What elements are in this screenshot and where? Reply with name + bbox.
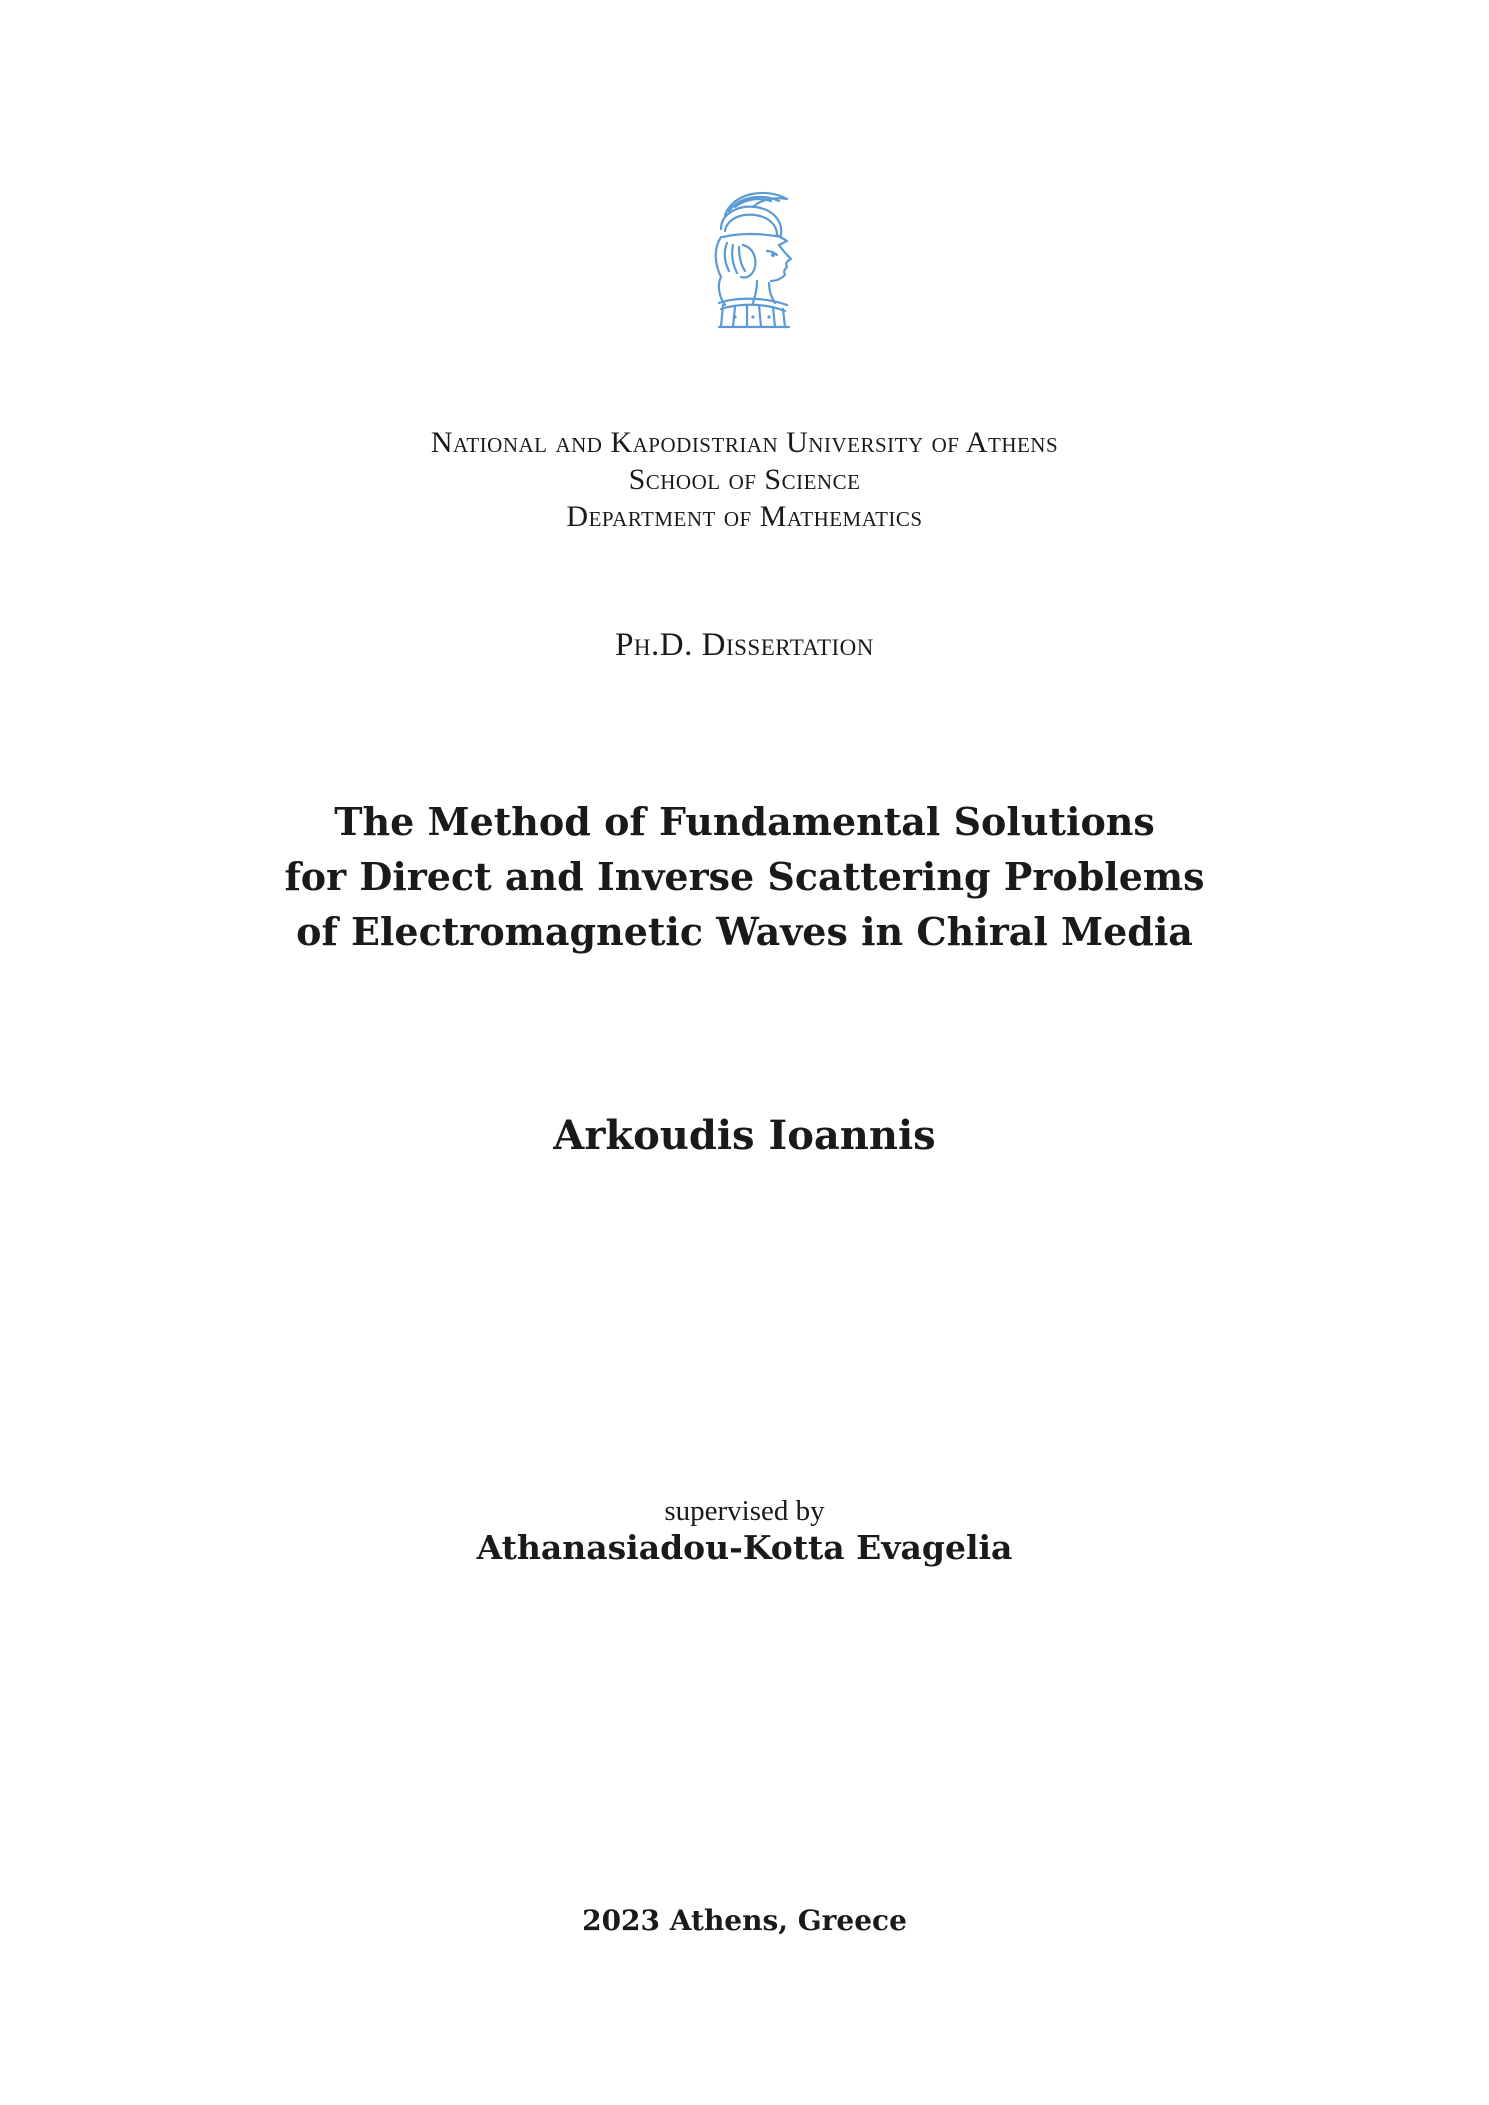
- author-name: Arkoudis Ioannis: [553, 1112, 936, 1159]
- supervised-by-label: supervised by: [664, 1495, 825, 1527]
- dissertation-title-line-3: of Electromagnetic Waves in Chiral Media: [296, 909, 1193, 954]
- document-type: Ph.D. Dissertation: [615, 627, 874, 663]
- department-name: Department of Mathematics: [566, 500, 923, 533]
- supervisor-name: Athanasiadou-Kotta Evagelia: [476, 1528, 1013, 1567]
- school-name: School of Science: [628, 463, 861, 496]
- dissertation-title-line-2: for Direct and Inverse Scattering Problems: [284, 854, 1205, 899]
- date-and-place: 2023 Athens, Greece: [582, 1904, 907, 1937]
- university-name: National and Kapodistrian University of Athens: [430, 426, 1059, 459]
- dissertation-title-line-1: The Method of Fundamental Solutions: [334, 799, 1155, 844]
- athena-head-icon: [695, 185, 805, 331]
